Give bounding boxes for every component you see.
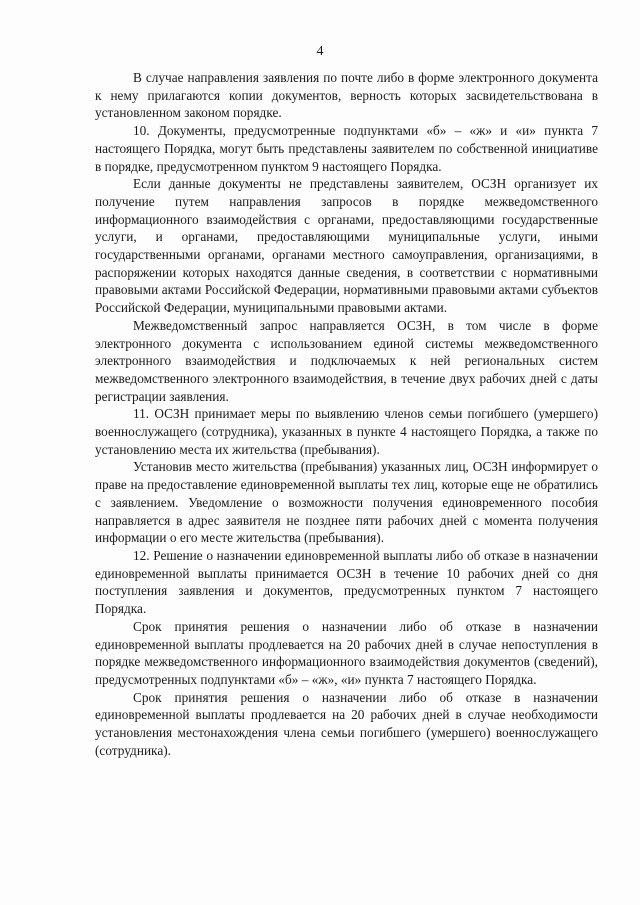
- paragraph-application-by-mail: В случае направления заявления по почте либо в форме электронного документа к нему прилагаются копии документов, верность которых засвидетельствована в установленном законом порядке.: [95, 70, 598, 121]
- paragraph-extension-documents: Срок принятия решения о назначении либо об отказе в назначении единовременной выплаты продлевается на 20 рабочих дней в случае непоступления в порядке межведомственного информационного взаимодействия документов (сведений), предусмотренных подпунктами «б» – «ж», «и» пункта 7 настоящего Порядка.: [95, 618, 598, 687]
- paragraph-notification: Установив место жительства (пребывания) указанных лиц, ОСЗН информирует о праве на предоставление единовременной выплаты тех лиц, которые еще не обратились с заявлением. Уведомление о возможности получения единовременного пособия направляется в адрес заявителя не позднее пяти рабочих дней с момента получения информации о его месте жительства (пребывания).: [95, 459, 598, 546]
- document-body: [95, 69, 598, 759]
- page-number: 4: [316, 44, 324, 59]
- paragraph-extension-location: Срок принятия решения о назначении либо об отказе в назначении единовременной выплаты продлевается на 20 рабочих дней в случае необходимости установления местонахождения члена семьи погибшего (умершего) военнослужащего (сотрудника).: [95, 689, 598, 758]
- paragraph-item-12: 12. Решение о назначении единовременной выплаты либо об отказе в назначении единовременной выплаты принимается ОСЗН в течение 10 рабочих дней со дня поступления заявления и документов, предусмотренных пунктом 7 настоящего Порядка.: [95, 547, 598, 617]
- paragraph-interagency-requests: Если данные документы не представлены заявителем, ОСЗН организует их получение путем направления запросов в порядке межведомственного информационного взаимодействия с органами, предоставляющими государственные услуги, и органами, предоставляющими муниципальные услуги, иными государственными органами, органами местного самоуправления, организациями, в распоряжении которых находятся данные сведения, в соответствии с нормативными правовыми актами Российской Федерации, нормативными правовыми актами субъектов Российской Федерации, муниципальными правовыми актами.: [95, 176, 598, 316]
- paragraph-item-11: 11. ОСЗН принимает меры по выявлению членов семьи погибшего (умершего) военнослужащего (сотрудника), указанных в пункте 4 настоящего Порядка, а также по установлению места их жительства (пребывания).: [95, 406, 598, 457]
- paragraph-interagency-request-timing: Межведомственный запрос направляется ОСЗН, в том числе в форме электронного документа с использованием единой системы межведомственного электронного взаимодействия и подключаемых к ней региональных систем межведомственного электронного взаимодействия, в течение двух рабочих дней с даты регистрации заявления.: [95, 317, 598, 404]
- paragraph-item-10: 10. Документы, предусмотренные подпунктами «б» – «ж» и «и» пункта 7 настоящего Порядка, могут быть представлены заявителем по собственной инициативе в порядке, предусмотренном пунктом 9 настоящего Порядка.: [95, 123, 598, 174]
